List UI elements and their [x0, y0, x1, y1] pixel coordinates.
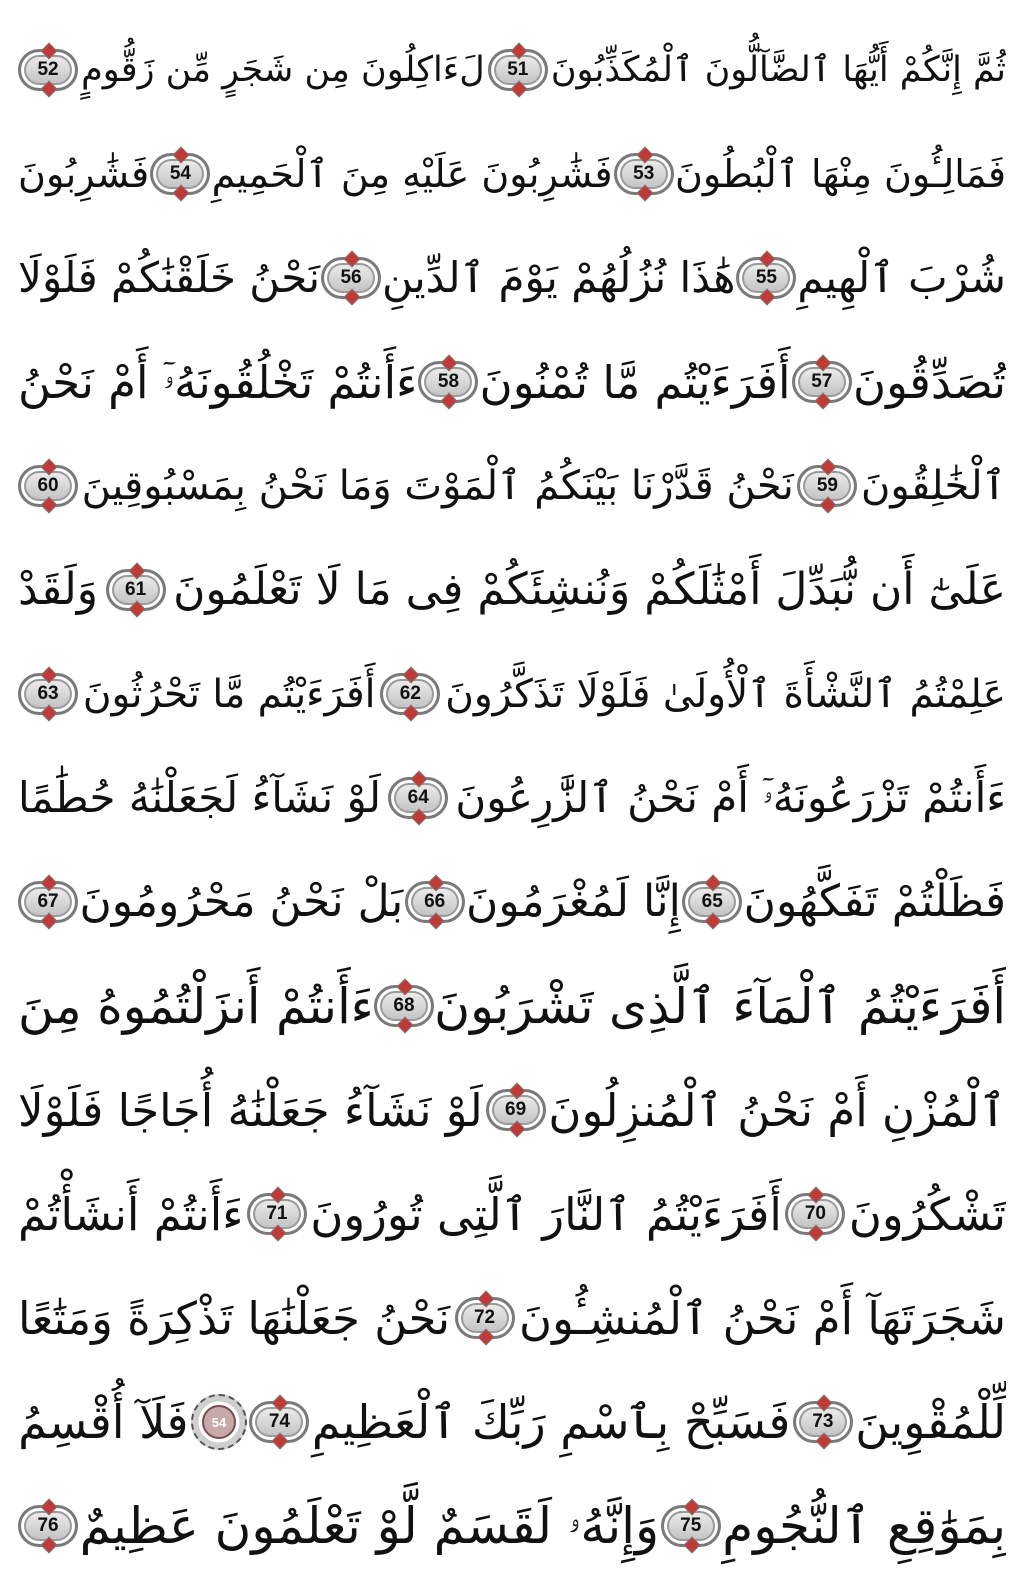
ayah-number: 72 — [473, 1307, 496, 1328]
ayah-marker — [249, 1401, 309, 1443]
ayah-number: 63 — [37, 683, 59, 704]
ayah-marker — [792, 361, 852, 403]
verse-text: إِنَّا لَمُغْرَمُونَ — [466, 876, 681, 927]
ayah-number: 52 — [37, 59, 59, 80]
ayah-number: 75 — [680, 1515, 702, 1536]
verse-text: لِّلْمُقْوِينَ — [855, 1395, 1006, 1449]
verse-line — [18, 850, 1006, 954]
verse-line — [18, 1266, 1006, 1370]
verse-line — [18, 330, 1006, 434]
verse-line — [18, 1474, 1006, 1578]
ayah-number: 55 — [755, 267, 777, 288]
ayah-marker — [18, 1505, 78, 1547]
ayah-marker — [785, 1193, 845, 1235]
verse-text: لَءَاكِلُونَ مِن شَجَرٍ مِّن زَقُّومٍ — [81, 49, 485, 90]
ayah-number: 68 — [393, 995, 415, 1016]
ayah-marker — [736, 257, 796, 299]
ayah-marker — [405, 881, 465, 923]
verse-line — [18, 226, 1006, 330]
verse-text: فَظَلْتُمْ تَفَكَّهُونَ — [743, 876, 1006, 927]
ayah-number: 70 — [804, 1203, 826, 1224]
verse-text: فَشَٰرِبُونَ — [18, 152, 150, 196]
verse-text: تَشْكُرُونَ — [848, 1187, 1006, 1241]
verse-line — [18, 434, 1006, 538]
ayah-number: 60 — [37, 475, 59, 496]
ayah-number: 73 — [812, 1411, 834, 1432]
verse-text: ءَأَنتُمْ تَخْلُقُونَهُۥٓ أَمْ نَحْنُ — [18, 355, 418, 409]
verse-text: أَفَرَءَيْتُم مَّا تَحْرُثُونَ — [82, 671, 376, 717]
verse-text: ٱلْخَٰلِقُونَ — [861, 463, 1006, 509]
verse-text: أَفَرَءَيْتُم مَّا تُمْنُونَ — [479, 355, 791, 409]
ayah-marker — [614, 153, 674, 195]
verse-text: ءَأَنتُمْ تَزْرَعُونَهُۥٓ أَمْ نَحْنُ ٱلزَّٰرِعُونَ — [455, 773, 1006, 822]
ayah-marker — [455, 1297, 515, 1339]
verse-line — [18, 642, 1006, 746]
ayah-marker — [18, 49, 78, 91]
verse-text: نَحْنُ قَدَّرْنَا بَيْنَكُمُ ٱلْمَوْتَ وَمَا نَحْنُ بِمَسْبُوقِينَ — [81, 463, 794, 509]
verse-text: عَلَىٰٓ أَن نُّبَدِّلَ أَمْثَٰلَكُمْ وَنُنشِئَكُمْ فِى مَا لَا تَعْلَمُونَ — [173, 564, 1006, 615]
ayah-marker — [247, 1193, 307, 1235]
verse-text: هَٰذَا نُزُلُهُمْ يَوْمَ ٱلدِّينِ — [382, 253, 736, 302]
verse-text: ٱلْمُزْنِ أَمْ نَحْنُ ٱلْمُنزِلُونَ — [548, 1083, 1006, 1137]
ayah-number: 53 — [633, 163, 655, 184]
verse-line — [18, 1370, 1006, 1474]
verse-text: فَسَبِّحْ بِٱسْمِ رَبِّكَ ٱلْعَظِيمِ — [311, 1395, 791, 1449]
ayah-marker — [793, 1401, 853, 1443]
ayah-marker — [106, 569, 166, 611]
ayah-marker — [18, 465, 78, 507]
verse-line — [18, 954, 1006, 1058]
ayah-marker — [18, 881, 78, 923]
ayah-marker — [486, 1089, 546, 1131]
verse-text: فَلَآ أُقْسِمُ — [18, 1395, 189, 1449]
ayah-number: 54 — [169, 163, 191, 184]
ayah-number: 69 — [505, 1099, 527, 1120]
verse-text: أَفَرَءَيْتُمُ ٱلنَّارَ ٱلَّتِى تُورُونَ — [310, 1187, 782, 1241]
verse-text: ءَأَنتُمْ أَنزَلْتُمُوهُ مِنَ — [18, 977, 374, 1035]
verse-text: بِمَوَٰقِعِ ٱلنُّجُومِ — [722, 1497, 1006, 1555]
hizb-number: 54 — [211, 1414, 227, 1430]
ayah-number: 62 — [399, 683, 421, 704]
verse-text: شَجَرَتَهَآ أَمْ نَحْنُ ٱلْمُنشِـُٔونَ — [519, 1291, 1006, 1345]
ayah-marker — [797, 465, 857, 507]
verse-text: لَوْ نَشَآءُ جَعَلْنَٰهُ أُجَاجًا فَلَوْلَا — [18, 1083, 483, 1137]
ayah-number: 64 — [407, 787, 429, 808]
ayah-marker — [682, 881, 742, 923]
ayah-marker — [18, 673, 78, 715]
ayah-number: 51 — [507, 59, 529, 80]
verse-text: ثُمَّ إِنَّكُمْ أَيُّهَا ٱلضَّآلُّونَ ٱلْمُكَذِّبُونَ — [550, 49, 1006, 90]
verse-line — [18, 746, 1006, 850]
hizb-marker-icon — [191, 1394, 247, 1450]
ayah-marker — [661, 1505, 721, 1547]
ayah-number: 65 — [701, 891, 723, 912]
ayah-marker — [150, 153, 210, 195]
ayah-number: 74 — [268, 1411, 290, 1432]
verse-line — [18, 122, 1006, 226]
ayah-number: 67 — [37, 891, 59, 912]
verse-text: عَلِمْتُمُ ٱلنَّشْأَةَ ٱلْأُولَىٰ فَلَوْلَا تَذَكَّرُونَ — [445, 671, 1006, 717]
ayah-number: 59 — [816, 475, 838, 496]
verse-text: فَشَٰرِبُونَ عَلَيْهِ مِنَ ٱلْحَمِيمِ — [211, 152, 613, 196]
verse-text: وَلَقَدْ — [18, 564, 99, 615]
verse-text: وَإِنَّهُۥ لَقَسَمٌ لَّوْ تَعْلَمُونَ عَظِيمٌ — [79, 1497, 660, 1555]
ayah-marker — [374, 985, 434, 1027]
verse-line — [18, 538, 1006, 642]
hizb-center — [202, 1405, 236, 1439]
verse-text: نَحْنُ جَعَلْنَٰهَا تَذْكِرَةً وَمَتَٰعًا — [18, 1291, 451, 1345]
ayah-marker — [418, 361, 478, 403]
ayah-number: 56 — [340, 267, 362, 288]
verse-text: أَفَرَءَيْتُمُ ٱلْمَآءَ ٱلَّذِى تَشْرَبُونَ — [434, 977, 1006, 1035]
verse-line — [18, 1162, 1006, 1266]
verse-text: فَمَالِـُٔونَ مِنْهَا ٱلْبُطُونَ — [674, 152, 1006, 196]
ayah-marker — [388, 777, 448, 819]
ayah-marker — [488, 49, 548, 91]
ayah-marker — [380, 673, 440, 715]
verse-text: لَوْ نَشَآءُ لَجَعَلْنَٰهُ حُطَٰمًا — [18, 773, 382, 822]
ayah-number: 57 — [811, 371, 833, 392]
verse-line — [18, 18, 1006, 122]
ayah-marker — [321, 257, 381, 299]
verse-text: نَحْنُ خَلَقْنَٰكُمْ فَلَوْلَا — [18, 253, 321, 302]
ayah-number: 66 — [424, 891, 446, 912]
verse-text: بَلْ نَحْنُ مَحْرُومُونَ — [79, 876, 404, 927]
ayah-number: 76 — [37, 1515, 59, 1536]
verse-text: ءَأَنتُمْ أَنشَأْتُمْ — [18, 1187, 244, 1241]
verse-text: شُرْبَ ٱلْهِيمِ — [797, 253, 1006, 302]
ayah-number: 71 — [266, 1203, 288, 1224]
verse-line — [18, 1058, 1006, 1162]
ayah-number: 58 — [437, 371, 460, 392]
ayah-number: 61 — [125, 579, 147, 600]
verse-text: تُصَدِّقُونَ — [853, 355, 1006, 409]
